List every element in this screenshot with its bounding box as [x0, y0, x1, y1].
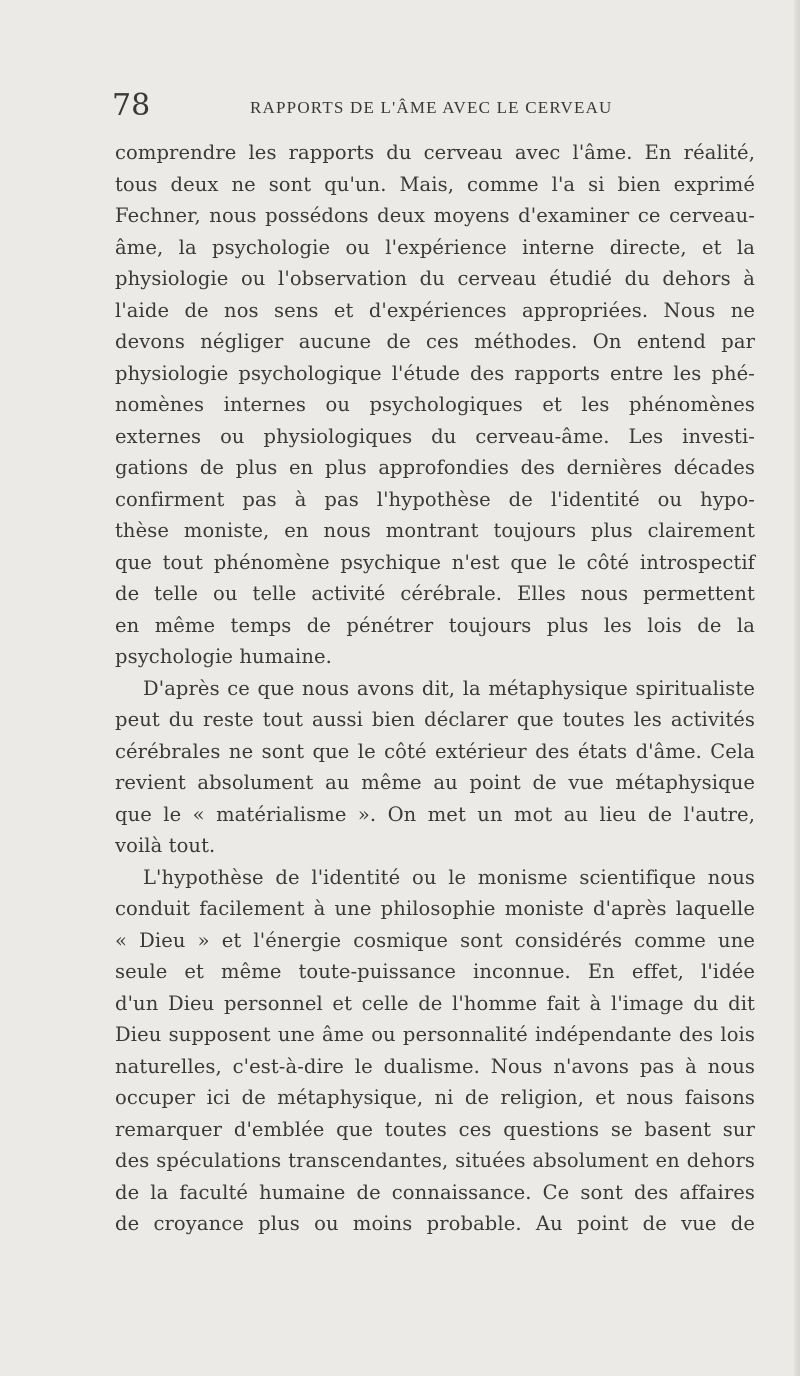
text-line: Fechner, nous possédons deux moyens d'examiner ce cerveau-: [115, 204, 755, 227]
page-header: [112, 86, 752, 126]
text-line: « Dieu » et l'énergie cosmique sont considérés comme une: [115, 928, 755, 952]
page-number: 78: [112, 88, 151, 123]
text-line: que tout phénomène psychique n'est que le côté introspectif: [115, 550, 755, 574]
body-text: [115, 137, 755, 1240]
text-line: physiologie psychologique l'étude des rapports entre les phé-: [115, 361, 755, 385]
text-line: devons négliger aucune de ces méthodes. On entend par: [115, 330, 755, 353]
text-line: l'aide de nos sens et d'expériences appropriées. Nous ne: [115, 298, 755, 322]
text-line: cérébrales ne sont que le côté extérieur des états d'âme. Cela: [115, 739, 755, 763]
text-line: revient absolument au même au point de vue métaphysique: [115, 771, 755, 794]
paragraph-start-line: L'hypothèse de l'identité ou le monisme scientifique nous: [143, 865, 755, 889]
text-line: comprendre les rapports du cerveau avec l'âme. En réalité,: [115, 141, 755, 164]
text-line: remarquer d'emblée que toutes ces questions se basent sur: [115, 1117, 755, 1141]
text-line: psychologie humaine.: [115, 645, 332, 668]
text-line: thèse moniste, en nous montrant toujours plus clairement: [115, 519, 755, 542]
text-line: confirment pas à pas l'hypothèse de l'identité ou hypo-: [115, 487, 755, 511]
text-line: d'un Dieu personnel et celle de l'homme fait à l'image du dit: [115, 991, 755, 1015]
page-edge: [794, 0, 800, 1376]
text-line: des spéculations transcendantes, situées absolument en dehors: [115, 1149, 755, 1172]
text-line: tous deux ne sont qu'un. Mais, comme l'a si bien exprimé: [115, 172, 755, 196]
paragraph-start-line: D'après ce que nous avons dit, la métaphysique spiritualiste: [143, 676, 755, 700]
running-head: RAPPORTS DE L'ÂME AVEC LE CERVEAU: [250, 98, 613, 117]
text-line: de telle ou telle activité cérébrale. Elles nous permettent: [115, 582, 755, 605]
text-line: voilà tout.: [115, 834, 216, 857]
text-line: nomènes internes ou psychologiques et les phénomènes: [115, 393, 755, 416]
text-line: conduit facilement à une philosophie moniste d'après laquelle: [115, 897, 755, 920]
text-line: naturelles, c'est-à-dire le dualisme. Nous n'avons pas à nous: [115, 1054, 755, 1078]
text-line: Dieu supposent une âme ou personnalité indépendante des lois: [115, 1023, 755, 1046]
text-line: de croyance plus ou moins probable. Au point de vue de: [115, 1212, 755, 1235]
text-line: physiologie ou l'observation du cerveau étudié du dehors à: [115, 267, 755, 290]
text-line: externes ou physiologiques du cerveau-âme. Les investi-: [115, 424, 755, 448]
text-line: peut du reste tout aussi bien déclarer que toutes les activités: [115, 708, 755, 731]
text-line: âme, la psychologie ou l'expérience interne directe, et la: [115, 235, 755, 259]
text-line: que le « matérialisme ». On met un mot au lieu de l'autre,: [115, 802, 755, 826]
text-line: en même temps de pénétrer toujours plus les lois de la: [115, 613, 755, 637]
text-line: de la faculté humaine de connaissance. Ce sont des affaires: [115, 1180, 755, 1204]
text-line: gations de plus en plus approfondies des dernières décades: [115, 456, 755, 479]
text-line: occuper ici de métaphysique, ni de religion, et nous faisons: [115, 1086, 755, 1109]
text-line: seule et même toute-puissance inconnue. En effet, l'idée: [115, 960, 755, 983]
